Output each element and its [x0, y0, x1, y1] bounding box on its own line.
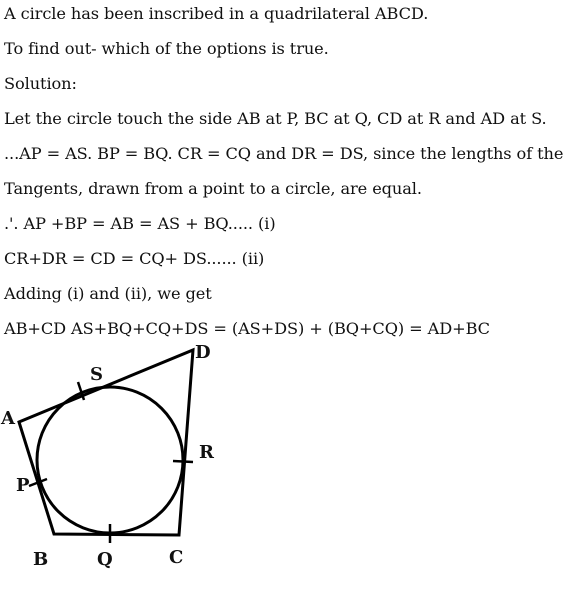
tick-r [173, 461, 193, 462]
label-vertex-b: B [33, 549, 49, 570]
text-line-equation-i: .'. AP +BP = AB = AS + BQ..... (i) [4, 214, 276, 233]
text-line-tangent-reason: Tangents, drawn from a point to a circle, are equal. [4, 179, 422, 198]
label-vertex-d: D [195, 342, 211, 363]
label-vertex-c: C [169, 547, 184, 568]
inscribed-circle [37, 387, 183, 533]
text-line-equation-ii: CR+DR = CD = CQ+ DS...... (ii) [4, 249, 265, 268]
text-line-equal-tangents: ...AP = AS. BP = BQ. CR = CQ and DR = DS, since the lengths of the [4, 144, 563, 163]
text-line-solution-heading: Solution: [4, 74, 77, 93]
text-line-conclusion: AB+CD AS+BQ+CQ+DS = (AS+DS) + (BQ+CQ) = AD+BC [4, 319, 490, 338]
text-line-goal: To find out- which of the options is true. [4, 39, 329, 58]
label-point-r: R [199, 442, 214, 463]
label-point-s: S [90, 364, 103, 385]
text-line-touch-points: Let the circle touch the side AB at P, BC at Q, CD at R and AD at S. [4, 109, 547, 128]
text-line-problem: A circle has been inscribed in a quadrilateral ABCD. [4, 4, 429, 23]
label-point-p: P [16, 475, 30, 496]
label-vertex-a: A [1, 408, 15, 429]
text-line-adding: Adding (i) and (ii), we get [4, 284, 212, 303]
label-point-q: Q [97, 549, 113, 570]
quadrilateral-figure [0, 338, 240, 583]
